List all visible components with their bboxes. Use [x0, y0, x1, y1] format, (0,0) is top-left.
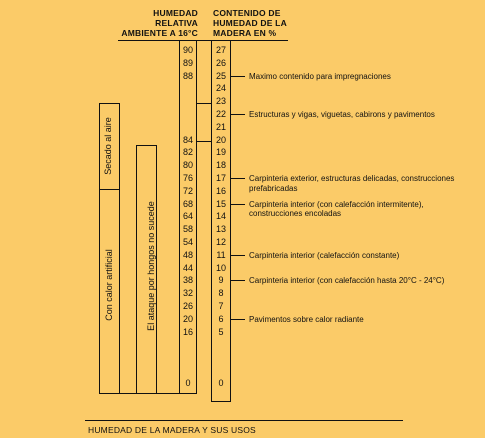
moisture-header-line: MADERA EN %	[213, 28, 277, 38]
humidity-value: 32	[182, 288, 193, 299]
humidity-value: 89	[182, 57, 193, 68]
moisture-value: 14	[215, 211, 226, 222]
fungi-box-right	[156, 145, 157, 393]
humidity-value: 64	[182, 211, 193, 222]
bracket-top	[99, 103, 119, 104]
moisture-value: 6	[218, 313, 224, 324]
humidity-value: 54	[182, 237, 193, 247]
moisture-column-bottom	[211, 401, 231, 402]
fungi-box-left	[136, 145, 137, 393]
moisture-header	[213, 8, 313, 38]
usage-note: Carpinteria interior (calefacción constante)	[249, 250, 400, 260]
humidity-header-line: AMBIENTE A 16°C	[121, 28, 198, 38]
usage-note: Estructuras y vigas, viguetas, cabirons y pavimentos	[249, 110, 435, 119]
humidity-header-line: RELATIVA	[155, 18, 198, 28]
note-leader	[231, 204, 245, 205]
fungi-box-top	[136, 145, 156, 146]
humidity-value: 20	[182, 313, 193, 324]
note-leader	[231, 280, 245, 281]
humidity-value: 84	[182, 134, 193, 145]
moisture-value: 24	[215, 83, 226, 94]
humidity-value: 76	[182, 173, 193, 183]
moisture-value: 26	[215, 57, 226, 68]
header-rule	[118, 40, 288, 41]
humidity-column-bottom	[179, 393, 197, 394]
moisture-value: 15	[215, 198, 226, 209]
moisture-value: 7	[218, 301, 224, 311]
artificial-heat-label: Con calor artificial	[104, 249, 114, 321]
footer-title: HUMEDAD DE LA MADERA Y SUS USOS	[88, 425, 256, 435]
humidity-value: 88	[182, 70, 193, 81]
usage-note: Maximo contenido para impregnaciones	[249, 71, 391, 81]
humidity-header-line: HUMEDAD	[153, 8, 198, 18]
moisture-value: 10	[215, 262, 226, 273]
air-dried-label: Secado al aire	[103, 117, 113, 175]
note-leader	[231, 319, 245, 320]
bracket-divider	[119, 103, 120, 393]
bracket-bottom	[99, 393, 179, 394]
moisture-value: 27	[215, 45, 226, 55]
moisture-value: 22	[215, 109, 226, 119]
usage-note: Carpinteria interior (con calefacción intermitente), construcciones encoladas	[249, 199, 424, 219]
humidity-value: 16	[182, 326, 193, 337]
humidity-value: 72	[182, 185, 193, 196]
humidity-value: 44	[182, 262, 193, 273]
note-leader	[231, 76, 245, 77]
moisture-value: 23	[215, 96, 226, 107]
note-leader	[231, 178, 245, 179]
humidity-value: 26	[182, 301, 193, 311]
moisture-value: 17	[215, 173, 226, 183]
humidity-value: 68	[182, 198, 193, 209]
footer-rule	[85, 420, 403, 421]
moisture-value: 16	[215, 185, 226, 196]
moisture-value: 25	[215, 70, 226, 81]
usage-note: Pavimentos sobre calor radiante	[249, 314, 364, 324]
bracket-mid	[99, 189, 119, 190]
humidity-value: 90	[182, 45, 193, 55]
note-leader	[231, 255, 245, 256]
note-leader	[231, 114, 245, 115]
connector-23	[197, 103, 211, 104]
moisture-value: 11	[216, 249, 226, 260]
humidity-header	[112, 8, 198, 38]
usage-note: Carpinteria exterior, estructuras delicadas, construcciones prefabricadas	[249, 174, 455, 193]
moisture-value: 20	[215, 134, 226, 145]
humidity-value: 38	[182, 275, 193, 286]
moisture-value: 5	[218, 326, 224, 337]
moisture-header-line: HUMEDAD DE LA	[213, 18, 287, 28]
bracket-outer-left	[99, 103, 100, 393]
humidity-value: 58	[182, 224, 193, 235]
moisture-header-line: CONTENIDO DE	[213, 8, 281, 18]
moisture-value: 18	[215, 160, 226, 171]
humidity-value: 80	[182, 160, 193, 171]
fungi-label: El ataque por hongos no sucede	[146, 201, 156, 331]
moisture-value: 0	[218, 378, 224, 388]
moisture-value: 21	[215, 121, 226, 132]
humidity-value: 0	[185, 378, 191, 388]
moisture-value: 12	[215, 237, 226, 247]
usage-note: Carpinteria interior (con calefacción hasta 20°C - 24°C)	[249, 276, 445, 286]
humidity-value: 48	[182, 249, 193, 260]
moisture-value: 13	[215, 224, 226, 235]
connector-20	[197, 141, 211, 142]
moisture-value: 8	[218, 288, 224, 299]
humidity-value: 82	[182, 147, 193, 158]
moisture-value: 19	[215, 147, 226, 158]
moisture-value: 9	[218, 275, 224, 286]
